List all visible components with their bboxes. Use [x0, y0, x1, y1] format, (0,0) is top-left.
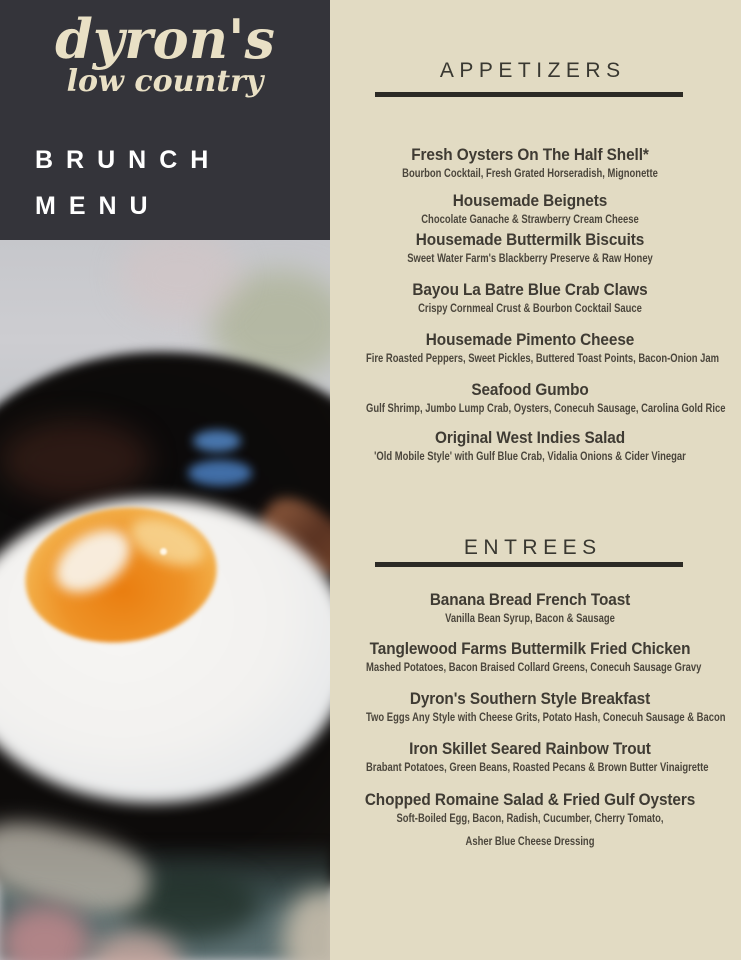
logo-name: dyron's: [55, 7, 275, 71]
menu-item-name: Iron Skillet Seared Rainbow Trout: [409, 740, 651, 758]
menu-item-name: Tanglewood Farms Buttermilk Fried Chicken: [369, 640, 691, 658]
menu-item-name: Original West Indies Salad: [434, 429, 626, 447]
menu-item: [330, 791, 730, 849]
menu-item-description: 'Old Mobile Style' with Gulf Blue Crab, Vidalia Onions & Cider Vinegar: [374, 451, 686, 463]
menu-content: [330, 0, 730, 960]
menu-item-description: Sweet Water Farm's Blackberry Preserve & Raw Honey: [407, 253, 653, 265]
photo-rim-glow: [0, 420, 150, 500]
menu-item-description: Two Eggs Any Style with Cheese Grits, Potato Hash, Conecuh Sausage & Bacon: [366, 712, 726, 724]
photo-blue-reflection-1: [193, 430, 241, 452]
photo-blue-reflection-2: [188, 460, 252, 486]
menu-item: [330, 231, 730, 266]
entrees-divider: [375, 562, 683, 567]
menu-item-name: Seafood Gumbo: [471, 381, 589, 399]
menu-item-name: Bayou La Batre Blue Crab Claws: [412, 281, 648, 299]
fried-egg-skillet-photo: [0, 240, 330, 960]
menu-item: [330, 146, 730, 181]
menu-item-name: Chopped Romaine Salad & Fried Gulf Oysters: [364, 791, 696, 809]
menu-item: [330, 192, 730, 227]
menu-item: [330, 429, 730, 464]
menu-item-name: Fresh Oysters On The Half Shell*: [411, 146, 649, 164]
menu-item-description: Vanilla Bean Syrup, Bacon & Sausage: [445, 613, 615, 625]
menu-item-description: Mashed Potatoes, Bacon Braised Collard Greens, Conecuh Sausage Gravy: [366, 662, 702, 674]
menu-item: [330, 640, 730, 675]
menu-item: [330, 381, 730, 416]
menu-item-description-line2: Asher Blue Cheese Dressing: [465, 836, 595, 848]
section-title-appetizers: APPETIZERS: [439, 59, 626, 82]
menu-item-description: Crispy Cornmeal Crust & Bourbon Cocktail Sauce: [418, 303, 642, 315]
menu-item-name: Housemade Beignets: [452, 192, 608, 210]
menu-item-description: Chocolate Ganache & Strawberry Cream Cheese: [421, 214, 639, 226]
menu-column: [330, 0, 741, 960]
menu-item: [330, 331, 730, 366]
menu-item: [330, 740, 730, 775]
menu-item-name: Housemade Pimento Cheese: [425, 331, 635, 349]
menu-item-name: Dyron's Southern Style Breakfast: [409, 690, 651, 708]
menu-item: [330, 690, 730, 725]
menu-item: [330, 281, 730, 316]
menu-item-description: Fire Roasted Peppers, Sweet Pickles, Buttered Toast Points, Bacon-Onion Jam: [366, 353, 720, 365]
menu-item-description: Gulf Shrimp, Jumbo Lump Crab, Oysters, Conecuh Sausage, Carolina Gold Rice: [366, 403, 726, 415]
logo-tagline: low country: [66, 64, 264, 99]
menu-item-name: Banana Bread French Toast: [429, 591, 631, 609]
menu-item-name: Housemade Buttermilk Biscuits: [415, 231, 645, 249]
menu-item-description: Brabant Potatoes, Green Beans, Roasted Pecans & Brown Butter Vinaigrette: [366, 762, 709, 774]
section-title-entrees: ENTREES: [463, 536, 602, 559]
menu-title-brunch: BRUNCH: [35, 146, 222, 174]
menu-item-description: Soft-Boiled Egg, Bacon, Radish, Cucumber, Cherry Tomato,: [396, 813, 664, 825]
menu-title-menu: MENU: [35, 192, 161, 220]
photo-yolk-speck: [160, 548, 167, 555]
appetizers-divider: [375, 92, 683, 97]
restaurant-logo: [0, 7, 330, 99]
brand-panel: [0, 0, 330, 240]
menu-item: [330, 591, 730, 626]
menu-item-description: Bourbon Cocktail, Fresh Grated Horseradish, Mignonette: [402, 168, 658, 180]
